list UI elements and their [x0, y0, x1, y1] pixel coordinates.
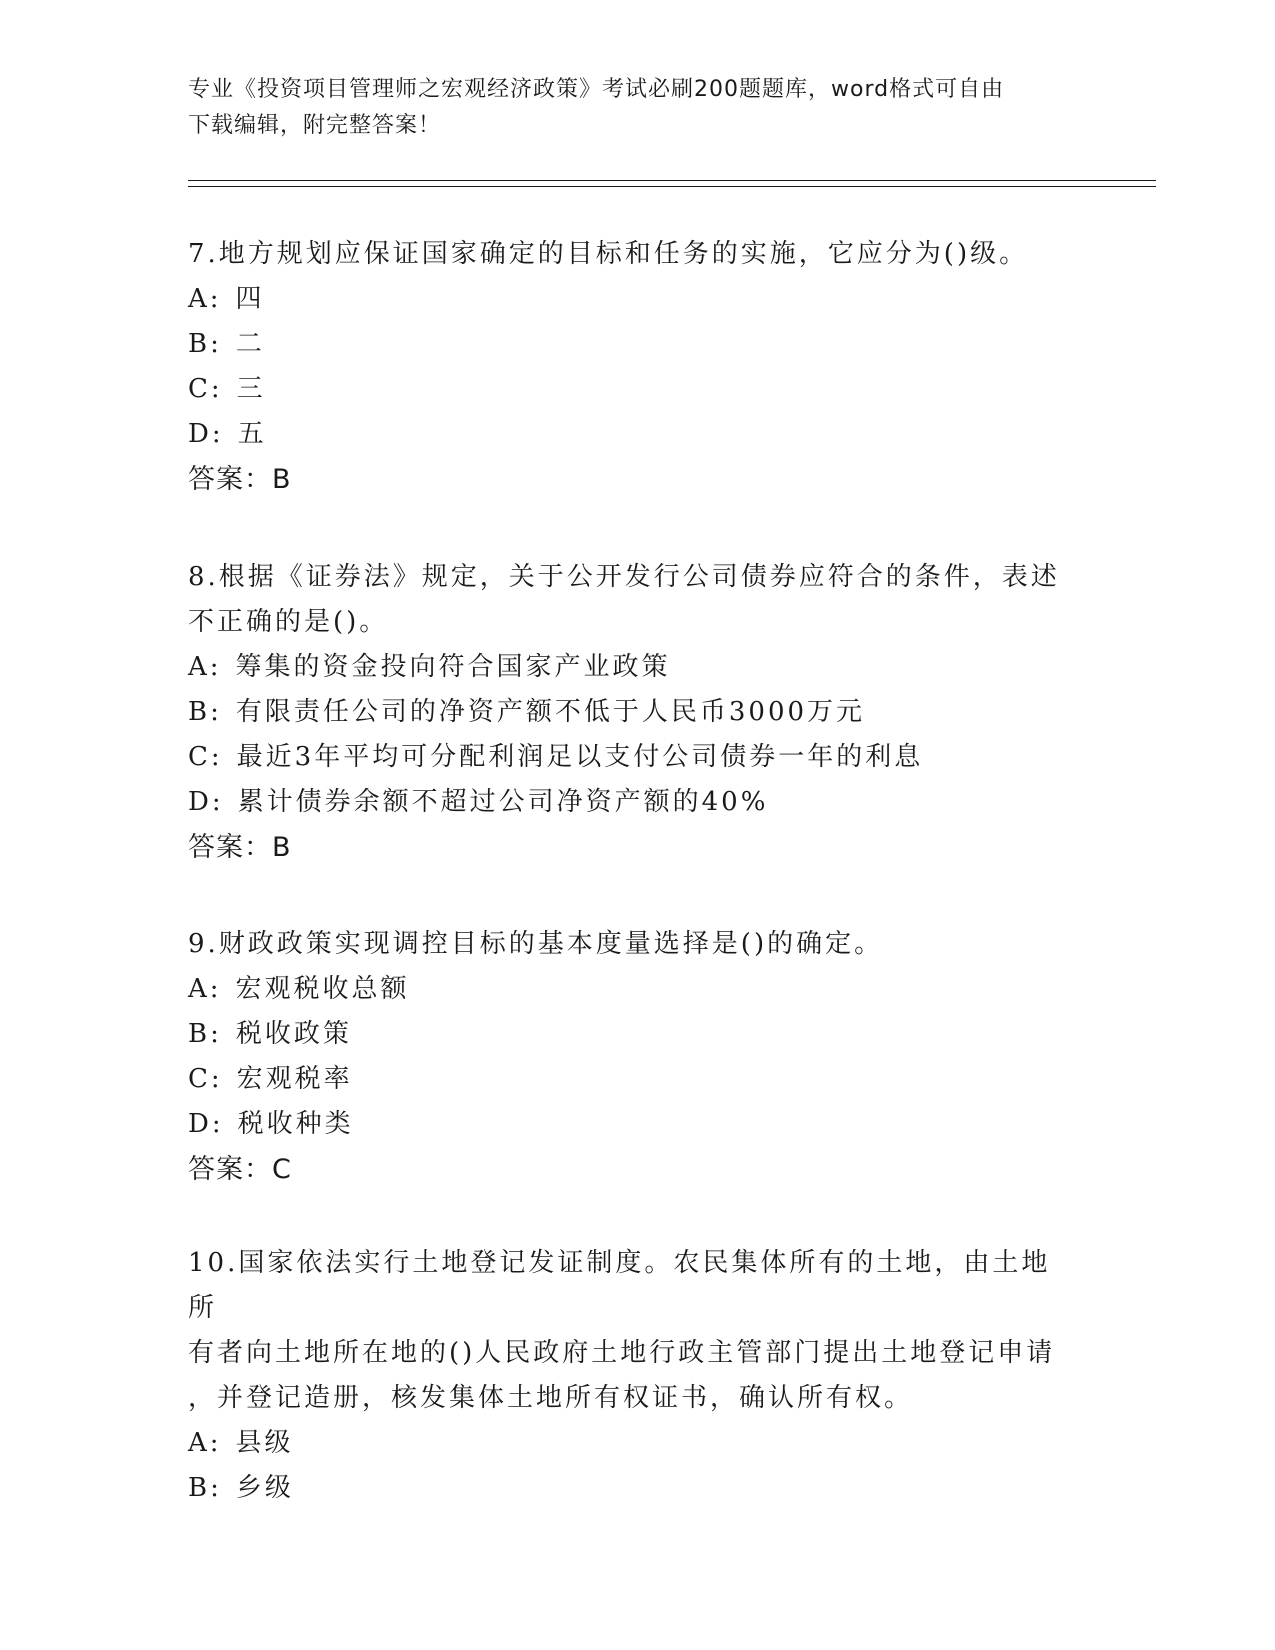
- option-b: [188, 1012, 1068, 1057]
- option-b: [188, 1466, 1068, 1511]
- option-a: [188, 277, 1068, 322]
- option-text: 三: [236, 374, 266, 404]
- option-key: A:: [188, 652, 222, 682]
- option-c: [188, 367, 1068, 412]
- option-c: [188, 735, 1068, 780]
- option-a: [188, 645, 1068, 690]
- header-line-2: 下载编辑，附完整答案！: [188, 113, 442, 138]
- option-b: [188, 322, 1068, 367]
- option-key: A:: [188, 974, 222, 1004]
- option-text: 宏观税收总额: [235, 974, 410, 1004]
- option-text: 县级: [235, 1428, 294, 1458]
- option-a: [188, 1421, 1068, 1466]
- option-key: B:: [188, 329, 222, 359]
- answer-line: 答案：B: [188, 464, 292, 495]
- question-9: [188, 922, 1068, 1192]
- question-stem-line-1: 8.根据《证券法》规定，关于公开发行公司债券应符合的条件，表述: [188, 562, 1060, 592]
- option-key: A:: [188, 284, 222, 314]
- option-text: 宏观税率: [236, 1064, 353, 1094]
- option-key: C:: [188, 742, 223, 772]
- option-key: B:: [188, 1019, 222, 1049]
- question-stem-line-2: 有者向土地所在地的()人民政府土地行政主管部门提出土地登记申请: [188, 1338, 1056, 1368]
- option-text: 乡级: [235, 1473, 294, 1503]
- question-stem: 7.地方规划应保证国家确定的目标和任务的实施，它应分为()级。: [188, 239, 1029, 269]
- header-divider-top: [188, 180, 1156, 181]
- option-text: 四: [235, 284, 265, 314]
- option-text: 五: [237, 419, 267, 449]
- option-c: [188, 1057, 1068, 1102]
- header-line-1: 专业《投资项目管理师之宏观经济政策》考试必刷200题题库，word格式可自由: [188, 77, 1005, 102]
- option-key: B:: [188, 697, 222, 727]
- question-8: [188, 555, 1068, 870]
- option-d: [188, 1102, 1068, 1147]
- question-7: [188, 232, 1068, 502]
- header-divider-bottom: [188, 186, 1156, 187]
- option-key: C:: [188, 1064, 223, 1094]
- question-stem: 9.财政政策实现调控目标的基本度量选择是()的确定。: [188, 929, 884, 959]
- document-header: [188, 72, 1088, 144]
- option-text: 税收政策: [235, 1019, 352, 1049]
- option-a: [188, 967, 1068, 1012]
- question-stem-line-3: ，并登记造册，核发集体土地所有权证书，确认所有权。: [188, 1383, 914, 1413]
- question-stem-line-2: 不正确的是()。: [188, 607, 389, 637]
- option-key: D:: [188, 1109, 224, 1139]
- option-text: 累计债券余额不超过公司净资产额的40%: [237, 787, 769, 817]
- question-stem-line-1: 10.国家依法实行土地登记发证制度。农民集体所有的土地，由土地所: [188, 1248, 1051, 1323]
- answer-line: 答案：C: [188, 1154, 292, 1185]
- option-d: [188, 412, 1068, 457]
- option-key: D:: [188, 787, 224, 817]
- answer-line: 答案：B: [188, 832, 292, 863]
- option-text: 最近3年平均可分配利润足以支付公司债券一年的利息: [236, 742, 924, 772]
- option-d: [188, 780, 1068, 825]
- option-key: D:: [188, 419, 224, 449]
- option-key: B:: [188, 1473, 222, 1503]
- option-text: 税收种类: [237, 1109, 354, 1139]
- option-key: A:: [188, 1428, 222, 1458]
- option-text: 筹集的资金投向符合国家产业政策: [235, 652, 671, 682]
- option-b: [188, 690, 1068, 735]
- option-text: 二: [235, 329, 265, 359]
- question-10: [188, 1241, 1068, 1511]
- option-key: C:: [188, 374, 223, 404]
- option-text: 有限责任公司的净资产额不低于人民币3000万元: [235, 697, 866, 727]
